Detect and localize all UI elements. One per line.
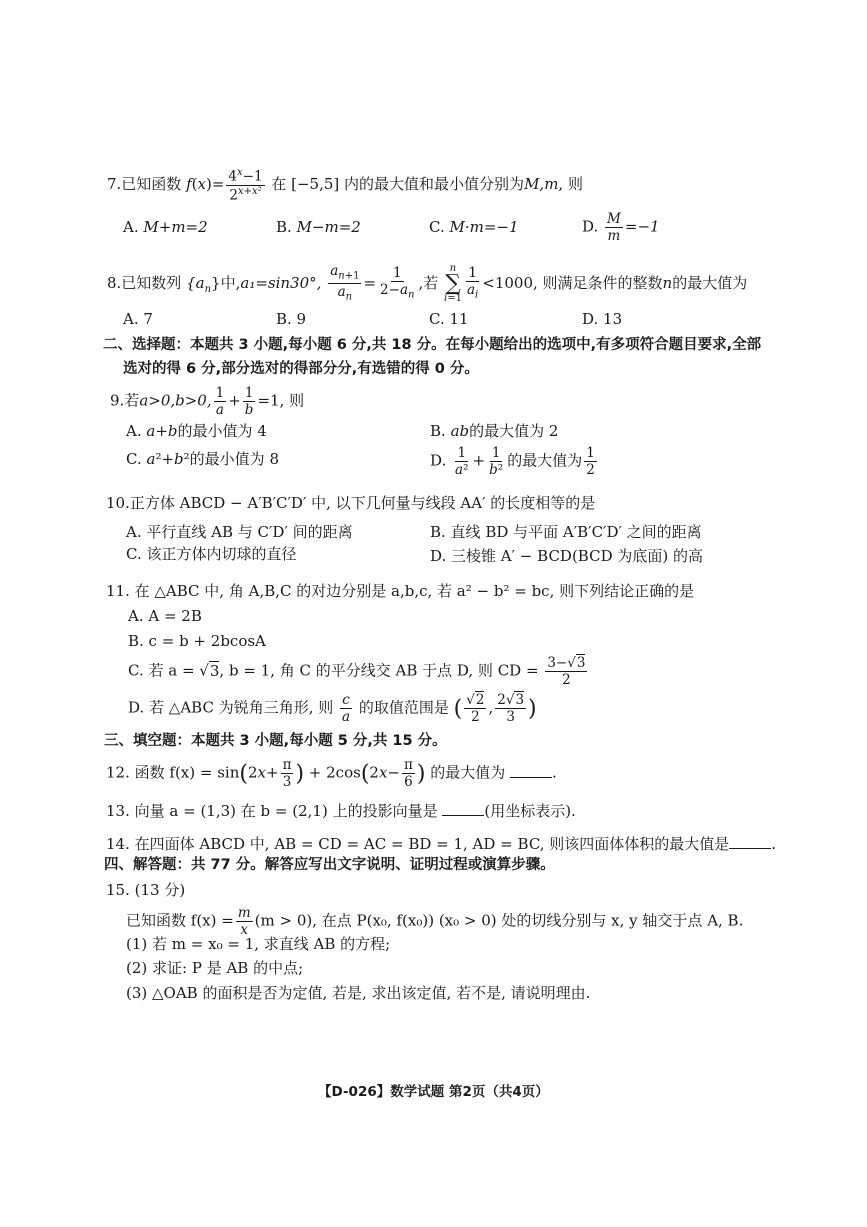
q9-option-a: A. a+b的最小值为 4 [126, 422, 267, 440]
q15-part1: (1) 若 m = x₀ = 1, 求直线 AB 的方程; [126, 935, 391, 953]
q7-option-a: A. M+m=2 [123, 218, 208, 236]
q13-answer-blank [442, 803, 484, 816]
q9-stem: 9.若a>0,b>0, $\frac{1}{a}$ + $\frac{1}{b}$ =1, 则 [110, 385, 305, 419]
q9-option-c: C. a²+b²的最小值为 8 [126, 450, 279, 468]
q11-option-b: B. c = b + 2bcosA [128, 632, 266, 650]
q8-stem: 8.已知数列 $\{a_n\}$中,a₁=sin30°, $\frac{a_{n+1}}{a_n}$ = $\frac{1}{2-a_n}$ ,若 n ∑ i=1 $\frac{1}{a_i}$ <1000, 则满足条件的整数n的最大值为 [107, 263, 748, 304]
q7-option-d: D. $\frac{M}{m}$ =−1 [582, 211, 660, 245]
section2-title-cont: 选对的得 6 分,部分选对的得部分分,有选错的得 0 分。 [123, 361, 479, 377]
section2-title: 二、选择题：本题共 3 小题,每小题 6 分,共 18 分。在每小题给出的选项中,有多项符合题目要求,全部 [103, 337, 762, 353]
q7-option-c: C. M·m=−1 [429, 218, 519, 236]
q7-option-b: B. M−m=2 [276, 218, 361, 236]
q9-option-b: B. ab的最大值为 2 [430, 422, 559, 440]
section4-title: 四、解答题：共 77 分。解答应写出文字说明、证明过程或演算步骤。 [104, 857, 555, 873]
q14-stem: 14. 在四面体 ABCD 中, AB = CD = AC = BD = 1, AD = BC, 则该四面体体积的最大值是 . [106, 835, 777, 853]
q10-option-d: D. 三棱锥 A′ − BCD(BCD 为底面) 的高 [430, 547, 703, 565]
q11-option-c: C. 若 a = √3, b = 1, 角 C 的平分线交 AB 于点 D, 则 CD = $\frac{3-√3}{2}$ [128, 655, 586, 689]
q15-stem: 已知函数 f(x) = $\frac{m}{x}$ (m > 0), 在点 P(x₀, f(x₀)) (x₀ > 0) 处的切线分别与 x, y 轴交于点 A, B. [126, 905, 744, 939]
q11-option-d: D. 若 △ABC 为锐角三角形, 则 $\frac{c}{a}$ 的取值范围是 ( $\frac{√2}{2}$ , $\frac{2√3}{3}$ ) [128, 692, 537, 726]
q13-stem: 13. 向量 a = (1,3) 在 b = (2,1) 上的投影向量是 (用坐标表示). [106, 802, 576, 820]
q10-option-c: C. 该正方体内切球的直径 [126, 545, 297, 563]
q9-option-d: D. $\frac{1}{\text{a²}}$ + $\frac{1}{\text{b²}}$ 的最大值为 $\frac{1}{2}$ [430, 445, 595, 479]
q8-option-b: B. 9 [276, 310, 307, 328]
q14-answer-blank [729, 836, 771, 849]
q12-stem: 12. 函数 f(x) = sin(2x+ $\frac{\pi}{3}$ ) + 2cos(2x− $\frac{\pi}{6}$ ) 的最大值为 . [106, 757, 557, 791]
page-footer: 【D-026】数学试题 第2页（共4页） [318, 1084, 549, 1100]
q11-option-a: A. A = 2B [128, 607, 202, 625]
q8-option-d: D. 13 [582, 310, 623, 328]
q7-stem: 7.已知函数 f(x)= $\frac{4^x-1}{2^{x+x^2}}$ 在 [−5,5] 内的最大值和最小值分别为M,m, 则 [107, 167, 583, 204]
q8-option-a: A. 7 [123, 310, 153, 328]
q10-option-a: A. 平行直线 AB 与 C′D′ 间的距离 [126, 523, 353, 541]
q11-stem: 11. 在 △ABC 中, 角 A,B,C 的对边分别是 a,b,c, 若 a² − b² = bc, 则下列结论正确的是 [106, 582, 695, 600]
q15-part3: (3) △OAB 的面积是否为定值, 若是, 求出该定值, 若不是, 请说明理由. [126, 984, 591, 1002]
q10-stem: 10.正方体 ABCD − A′B′C′D′ 中, 以下几何量与线段 AA′ 的长度相等的是 [106, 494, 596, 512]
section3-title: 三、填空题：本题共 3 小题,每小题 5 分,共 15 分。 [104, 733, 447, 749]
q12-answer-blank [510, 765, 552, 778]
q10-option-b: B. 直线 BD 与平面 A′B′C′D′ 之间的距离 [430, 523, 702, 541]
q8-option-c: C. 11 [429, 310, 469, 328]
q15-part2: (2) 求证: P 是 AB 的中点; [126, 959, 304, 977]
q15-number: 15. (13 分) [106, 881, 186, 899]
